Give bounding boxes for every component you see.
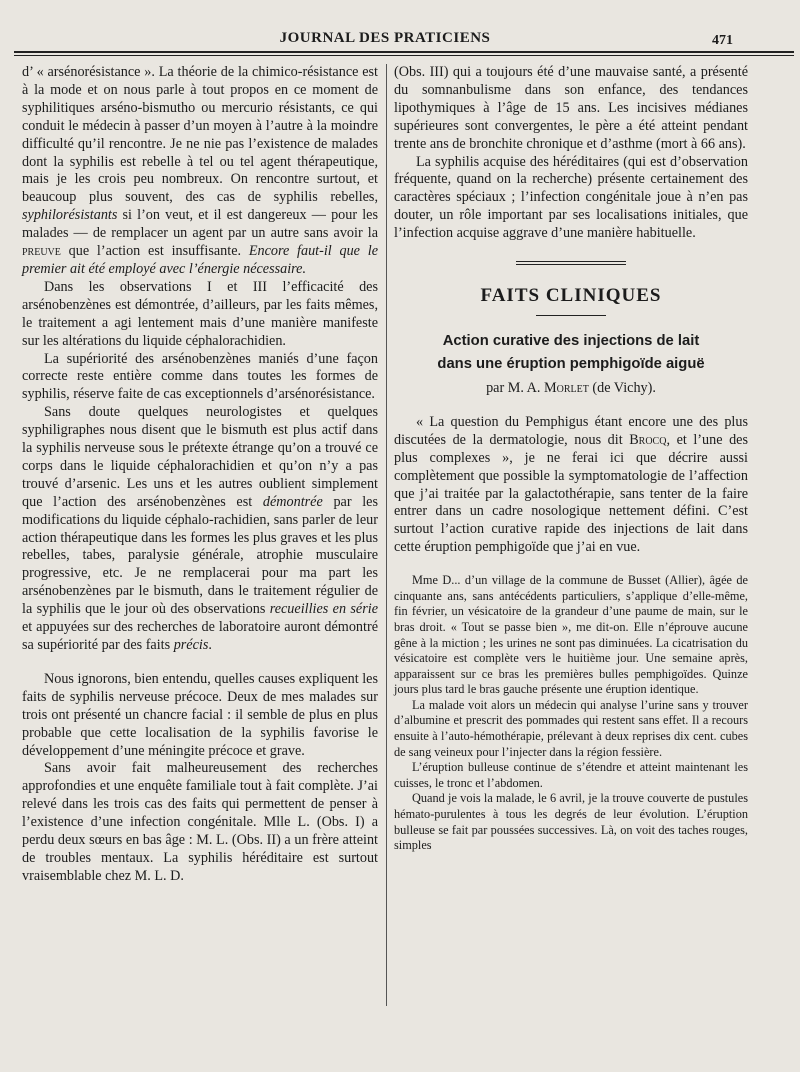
running-title: JOURNAL DES PRATICIENS <box>279 30 491 46</box>
column-divider <box>386 64 387 1006</box>
right-column <box>394 64 748 854</box>
paragraph-obs-iii: (Obs. III) qui a toujours été d’une mauvaise santé, a présenté du somnanbulisme dans son enfance, des tendances lipothymiques à l’âge de 15 ans. Les incisives médianes supérieures sont convergentes, le père a été atteint pendant trente ans de bronchite chronique et d’asthme (mort à 66 ans). <box>394 64 748 152</box>
paragraph-enquete: Sans avoir fait malheureusement des recherches approfondies et une enquête familiale tout à fait complète. J’ai relevé dans les trois cas des faits qui permettent de penser à l’existence d’une infection congénitale. Mlle L. (Obs. I) a perdu deux sœurs en bas âge : M. L. (Obs. II) a un frère atteint de troubles mentaux. La syphilis héréditaire est surtout vraisemblable chez M. L. D. <box>22 760 378 884</box>
paragraph-syphilis-acquise: La syphilis acquise des héréditaires (qui est d’observation fréquente, quand on la recherche) présente certainement des caractères spéciaux ; l’infection congénitale joue à n’en pas douter, un rôle important par ses localisations initiales, que l’infection acquise aggrave d’une manière habituelle. <box>394 153 748 242</box>
article-byline: par M. A. Morlet (de Vichy). <box>486 379 656 396</box>
header-rule-thin <box>14 55 794 56</box>
header-rule-thick <box>14 51 794 53</box>
paragraph-causes: Nous ignorons, bien entendu, quelles causes expliquent les faits de syphilis nerveuse précoce. Deux de mes malades sur trois ont présenté un chancre facial : il semble de plus en plus probable que cette localisation de la syphilis favorise le développement d’une méningite précoce et grave. <box>22 670 378 759</box>
left-column <box>22 64 378 886</box>
case-report <box>394 573 748 854</box>
paragraph-superiorite: La supériorité des arsénobenzènes maniés d’une façon correcte reste entière comme dans toutes les formes de syphilis, réserve faite de cas exceptionnels d’arsénorésistance. <box>22 350 378 403</box>
case-paragraph-3: L’éruption bulleuse continue de s’étendre et atteint maintenant les cuisses, le tronc et l’abdomen. <box>394 760 748 790</box>
paragraph-quote: « La question du Pemphigus étant encore une des plus discutées de la dermatologie, nous dit Brocq, et l’une des plus complexes », je ne ferai ici que décrire aussi complètement que possible la symptomatologie de l’affection que j’ai traitée par la galactothérapie, sans tenter de la faire entrer dans un cadre nosologique nettement défini. C’est surtout l’action curative rapide des injections de lait dans cette éruption pemphigoïde que j’ai en vue. <box>394 413 748 556</box>
page-header <box>0 0 800 58</box>
page-number: 471 <box>712 33 733 48</box>
case-paragraph-2: La malade voit alors un médecin qui analyse l’urine sans y trouver d’albumine et prescrit des pommades qui restent sans effet. Il a recours ensuite à l’auto-hémothérapie, prélevant à deux reprises dix cent. cubes de sang veineux pour l’injecter dans la région fessière. <box>394 697 748 759</box>
section-title: FAITS CLINIQUES <box>480 285 662 307</box>
article-title: Action curative des injections de lait dans une éruption pemphigoïde aiguë <box>437 332 705 372</box>
paragraph-arsenoresistance: d’ « arsénorésistance ». La théorie de la chimico-résistance est à la mode et on nous parle à tout propos en ce moment de syphilitiques arséno-bismutho ou mercurio résistants, ce qui conduit le médecin à passer d’un moyen à l’autre à la moindre difficulté qu’il rencontre. Je ne nie pas l’existence de malades dont la syphilis est rebelle à tel ou tel agent thérapeutique, mais je les crois peu nombreux. On rencontre surtout, et beaucoup plus souvent, des cas de syphilis rebelles, syphilorésistants si l’on veut, et il est dangereux — pour les malades — de remplacer un agent par un autre sans avoir la preuve que l’action est insuffisante. Encore faut-il que le premier ait été employé avec l’énergie nécessaire. <box>22 64 378 277</box>
case-paragraph-1: Mme D... d’un village de la commune de Busset (Allier), âgée de cinquante ans, sans antécédents particuliers, s’applique d’elle-même, fin février, un vésicatoire de la grandeur d’une paume de main, sur le bras droit. « Tout se passe bien », me dit-on. Elle n’éprouve aucune gêne à la miction ; les urines ne sont pas diminuées. La cicatrisation du vésicatoire est complète vers le huitième jour. Une semaine après, apparaissent sur ce bras les premières bulles pemphigoïdes. Quinze jours plus tard le bras gauche présente une éruption identique. <box>394 573 748 697</box>
case-paragraph-4: Quand je vois la malade, le 6 avril, je la trouve couverte de pustules hémato-purulentes à tous les degrés de leur évolution. L’éruption bulleuse se fait par poussées successives. Là, on voit des taches rouges, simples <box>394 791 748 853</box>
paragraph-observations: Dans les observations I et III l’efficacité des arsénobenzènes est démontrée, d’ailleurs, par les faits mêmes, le traitement a agi lentement mais d’une manière manifeste sur les altérations du liquide céphalorachidien. <box>22 278 378 349</box>
paragraph-bismuth: Sans doute quelques neurologistes et quelques syphiligraphes nous disent que le bismuth est plus actif dans la syphilis nerveuse sous le prétexte étrange qu’on a trouvé ce corps dans le liquide céphalorachidien et qu’on n’y a pas trouvé d’arsenic. Les uns et les autres oublient simplement que l’action des arsénobenzènes est démontrée par les modifications du liquide céphalo-rachidien, sans parler de leur action thérapeutique dans les formes les plus graves et les plus rebelles, tabes, paralysie générale, atrophie musculaire progressive, etc. Je ne remplacerai pour ma part les arsénobenzènes par le bismuth, dans le traitement régulier de la syphilis que le jour où des observations recueillies en série et appuyées sur des recherches de laboratoire auront démontré sa supériorité par des faits précis. <box>22 404 378 653</box>
section-underline <box>536 315 606 316</box>
ornament-rule <box>516 261 626 265</box>
